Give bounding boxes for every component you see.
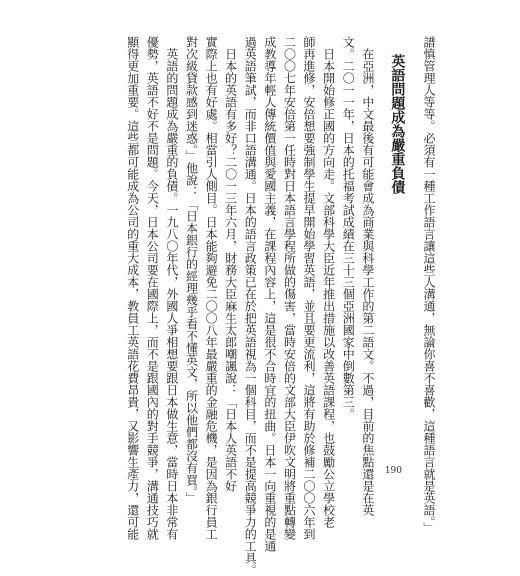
- text-column: 優勢，英語不好不是問題。今天，日本公司要在國際上，而不是跟國內的對手競爭，溝通技巧就: [145, 36, 160, 540]
- text-column: 日本的英語有多好？二〇一三年六月，財務大臣麻生太郎嘲諷說：「日本人英語不好: [223, 48, 238, 492]
- text-column: 譜慎管理人等等。必須有一種工作語言讓這些人溝通，無論你喜不喜歡，這種語言就是英語。」: [422, 36, 436, 534]
- text-column: 成教導年輕人傳統價值與愛國主義，在課程內容上，這是很不合時宜的扭曲。日本一向重視的是通: [262, 36, 277, 552]
- text-column: 在亞洲，中文最後有可能會成為商業與科學工作的第二語文。不過，目前的焦點還是在英: [360, 48, 375, 516]
- text-column: 英語的問題成為嚴重的負債。一九八〇年代，外國人爭相想要跟日本做生意，當時日本非常有: [164, 48, 179, 540]
- text-column: 文。二〇一一年，日本的托福考試成績在三十三個亞洲國家中倒數第三。: [341, 36, 356, 420]
- text-column: 顯得更加重要。這些都可能成為公司的重大成本，教員工英語花費昂貴，又影響生產力，還可能: [125, 36, 140, 540]
- text-column: 實際上也有好處。相當引人側目。日本能夠避免二〇〇八年最嚴重的金融危機，是因為銀行員工: [204, 36, 219, 540]
- text-column: 師再進修，安倍想要強制學生提早開始學習英語，並且要更流利，這將有助於修補二〇〇六年到: [302, 36, 317, 540]
- section-heading: 英語問題成為嚴重負債: [389, 54, 406, 194]
- text-column: 二〇〇七年安倍第一任時對日本語言學程所做的傷害，當時安倍的文部大臣伊吹文明將重點轉變: [282, 36, 297, 540]
- text-column: 對次級貸款感到迷惑。」他說：「日本銀行的經理幾乎看不懂英文，所以他們都沒有買。」: [184, 36, 199, 504]
- text-column: 過英語筆試，而非口語溝通。日本的語言政策已在於把英語視為一個科目，而不是提高競爭力的工具。: [243, 36, 258, 576]
- text-column: 日本開始修正國的方向走。文部科學大臣近年推出措施以改善英語課程，也鼓勵公立學校老: [321, 48, 336, 528]
- page-number: 190: [384, 466, 402, 476]
